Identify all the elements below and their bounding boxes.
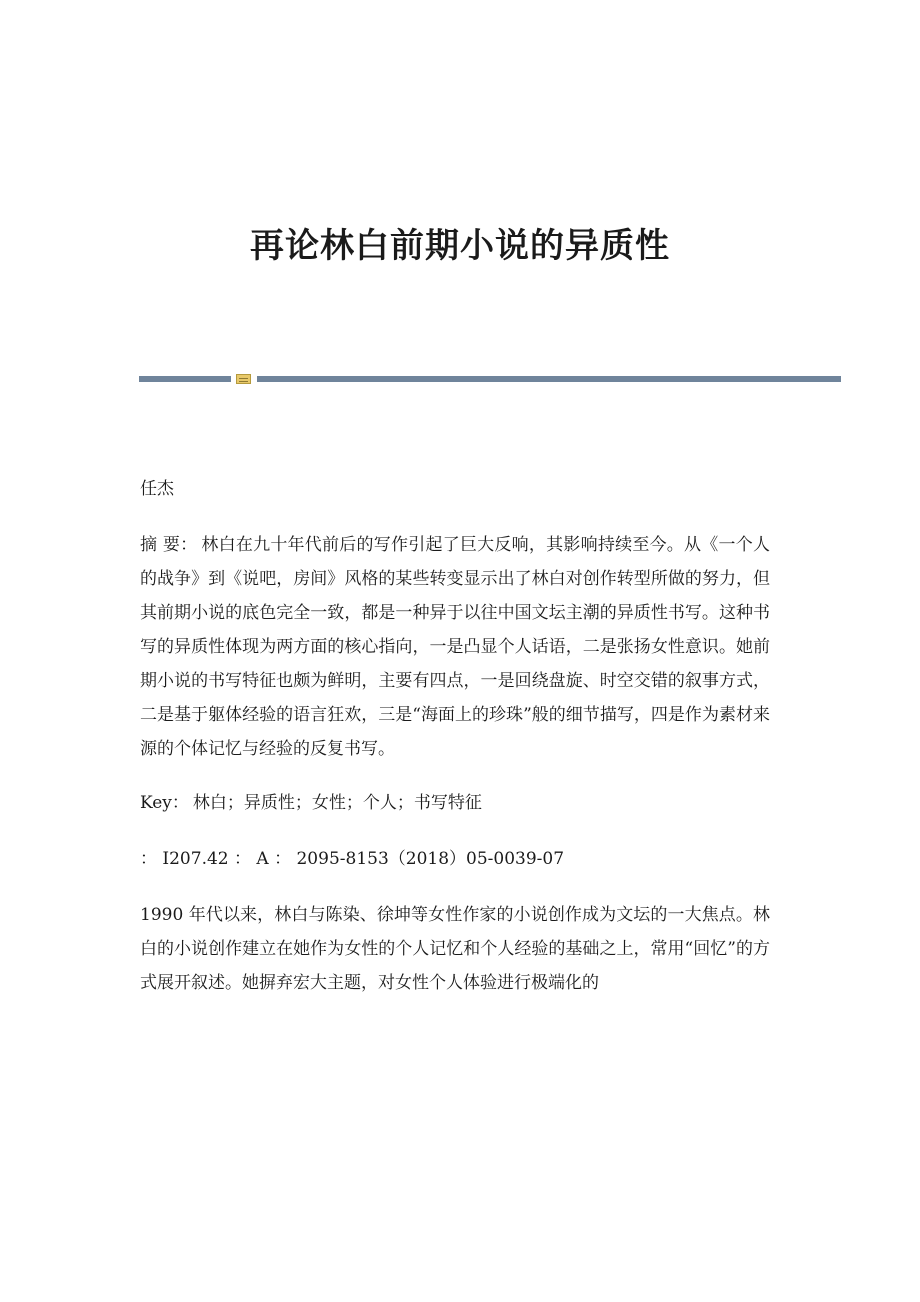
divider-ornament-icon (236, 374, 251, 384)
abstract-text: 林白在九十年代前后的写作引起了巨大反响，其影响持续至今。从《一个人的战争》到《说吧，房间》风格的某些转变显示出了林白对创作转型所做的努力，但其前期小说的底色完全一致，都是一种异于以往中国文坛主潮的异质性书写。这种书写的异质性体现为两方面的核心指向，一是凸显个人话语，二是张扬女性意识。她前期小说的书写特征也颇为鲜明，主要有四点，一是回绕盘旋、时空交错的叙事方式，二是基于躯体经验的语言狂欢，三是“海面上的珍珠”般的细节描写，四是作为素材来源的个体记忆与经验的反复书写。 (140, 535, 770, 759)
keywords-label: Key： (140, 793, 189, 813)
abstract-label: 摘 要： (140, 535, 198, 555)
divider-bar-left (139, 376, 231, 382)
classification-line: ： I207.42 ： A ： 2095-8153（2018）05-0039-07 (140, 849, 565, 869)
title-divider (139, 374, 841, 384)
keywords (140, 786, 770, 820)
abstract (140, 528, 770, 766)
divider-bar-right (257, 376, 841, 382)
paper-title: 再论林白前期小说的异质性 (250, 226, 670, 266)
author-name: 任杰 (140, 479, 174, 499)
paper-content (140, 472, 770, 1000)
body-paragraph: 1990 年代以来，林白与陈染、徐坤等女性作家的小说创作成为文坛的一大焦点。林白的小说创作建立在她作为女性的个人记忆和个人经验的基础之上，常用“回忆”的方式展开叙述。她摒弃宏大主题，对女性个人体验进行极端化的 (140, 905, 770, 993)
keywords-text: 林白；异质性；女性；个人；书写特征 (192, 793, 482, 813)
